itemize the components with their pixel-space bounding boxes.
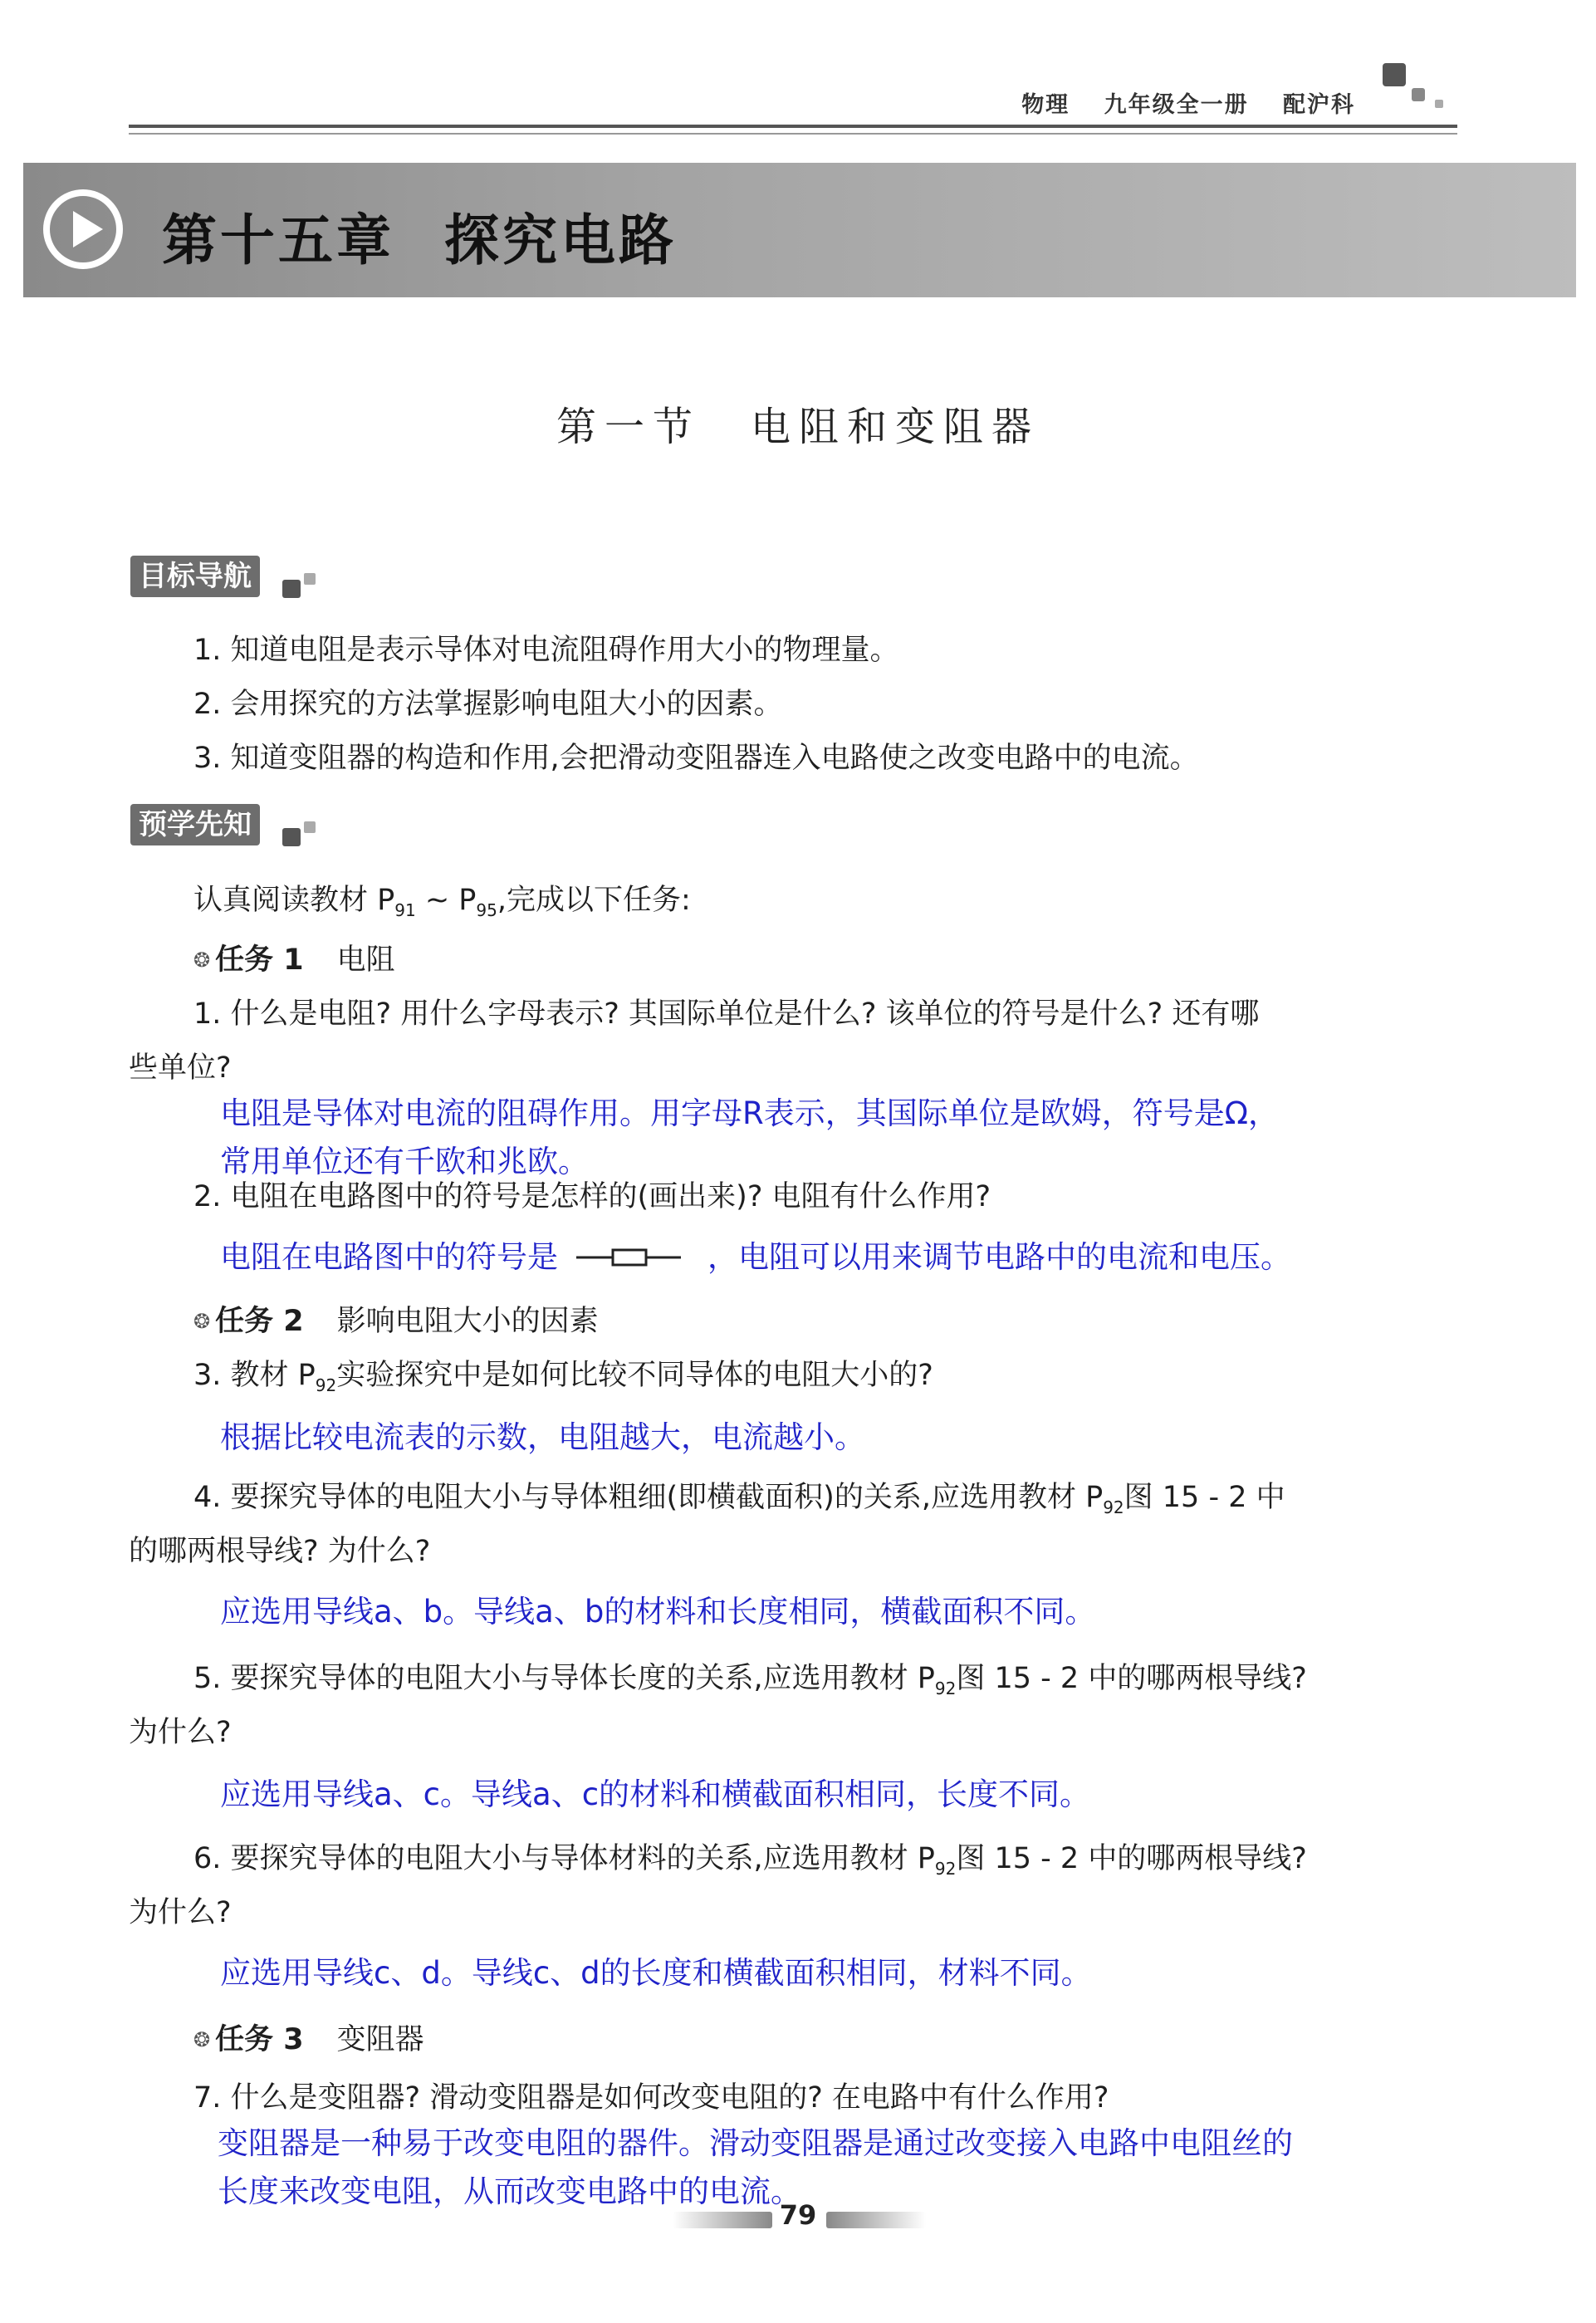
question: 4. 要探究导体的电阻大小与导体粗细(即横截面积)的关系,应选用教材 $P_{92}$图 15 - 2 中 xyxy=(193,1481,1285,1517)
answer: 应选用导线a、c。导线a、c的材料和横截面积相同，长度不同。 xyxy=(220,1777,1091,1812)
answer: 变阻器是一种易于改变电阻的器件。滑动变阻器是通过改变接入电路中电阻丝的 xyxy=(218,2125,1293,2161)
answer: 应选用导线c、d。导线c、d的长度和横截面积相同，材料不同。 xyxy=(220,1955,1092,1991)
question: 些单位? xyxy=(129,1051,232,1085)
question: 2. 电阻在电路图中的符号是怎样的(画出来)? 电阻有什么作用? xyxy=(193,1180,991,1213)
chapter-name: 探究电路 xyxy=(444,208,677,272)
goal-item: 1. 知道电阻是表示导体对电流阻碍作用大小的物理量。 xyxy=(193,634,899,667)
label-decor-square xyxy=(282,828,301,846)
question: 1. 什么是电阻? 用什么字母表示? 其国际单位是什么? 该单位的符号是什么? 还有哪 xyxy=(193,997,1260,1031)
task-heading: ❂ 任务 2 影响电阻大小的因素 xyxy=(193,1305,599,1338)
task-heading: ❂ 任务 1 电阻 xyxy=(193,943,395,977)
header-rule-thin xyxy=(129,133,1457,135)
preview-intro: 认真阅读教材 $P_{91}$ ~ $P_{95}$,完成以下任务: xyxy=(193,884,691,920)
running-header xyxy=(996,86,1355,119)
header-subject: 物理 xyxy=(1021,92,1070,118)
section-name: 电阻和变阻器 xyxy=(751,404,1040,450)
question: 为什么? xyxy=(129,1716,232,1749)
header-edition: 配沪科 xyxy=(1283,92,1355,118)
answer: 电阻是导体对电流的阻碍作用。用字母R表示，其国际单位是欧姆，符号是Ω， xyxy=(220,1095,1279,1131)
label-decor-square xyxy=(282,580,301,598)
question: 为什么? xyxy=(129,1896,232,1929)
label-decor-square xyxy=(304,573,316,585)
bullet-icon: ❂ xyxy=(193,948,211,972)
task-heading: ❂ 任务 3 变阻器 xyxy=(193,2023,424,2056)
section-title xyxy=(0,395,1596,452)
play-icon xyxy=(42,188,125,271)
goal-item: 2. 会用探究的方法掌握影响电阻大小的因素。 xyxy=(193,688,783,721)
answer: 常用单位还有千欧和兆欧。 xyxy=(220,1144,589,1179)
header-rule xyxy=(129,125,1457,128)
chapter-number: 第十五章 xyxy=(162,208,394,272)
header-decor-square xyxy=(1383,63,1406,86)
goal-item: 3. 知道变阻器的构造和作用,会把滑动变阻器连入电路使之改变电路中的电流。 xyxy=(193,742,1199,775)
preview-label: 预学先知 xyxy=(130,804,260,845)
header-grade: 九年级全一册 xyxy=(1104,92,1249,118)
bullet-icon: ❂ xyxy=(193,1310,211,1333)
section-number: 第一节 xyxy=(556,404,701,450)
footer-decor xyxy=(826,2212,926,2228)
header-decor-square xyxy=(1412,88,1425,101)
page-number: 79 xyxy=(779,2199,817,2231)
resistor-symbol-icon xyxy=(575,1241,683,1274)
question: 6. 要探究导体的电阻大小与导体材料的关系,应选用教材 $P_{92}$图 15 - 2 中的哪两根导线? xyxy=(193,1842,1307,1879)
answer: 应选用导线a、b。导线a、b的材料和长度相同，横截面积不同。 xyxy=(220,1594,1096,1630)
question: 的哪两根导线? 为什么? xyxy=(129,1535,431,1568)
question: 3. 教材 $P_{92}$实验探究中是如何比较不同导体的电阻大小的? xyxy=(193,1359,933,1395)
answer: 长度来改变电阻，从而改变电路中的电流。 xyxy=(218,2174,801,2209)
question: 7. 什么是变阻器? 滑动变阻器是如何改变电阻的? 在电路中有什么作用? xyxy=(193,2081,1109,2115)
header-decor-square xyxy=(1435,100,1443,108)
bullet-icon: ❂ xyxy=(193,2028,211,2051)
footer-decor xyxy=(673,2212,772,2228)
label-decor-square xyxy=(304,821,316,833)
goals-label: 目标导航 xyxy=(130,556,260,597)
answer: 电阻在电路图中的符号是 ，电阻可以用来调节电路中的电流和电压。 xyxy=(220,1239,1291,1275)
answer: 根据比较电流表的示数，电阻越大，电流越小。 xyxy=(220,1419,865,1455)
question: 5. 要探究导体的电阻大小与导体长度的关系,应选用教材 $P_{92}$图 15 - 2 中的哪两根导线? xyxy=(193,1662,1307,1698)
chapter-title xyxy=(162,196,677,275)
